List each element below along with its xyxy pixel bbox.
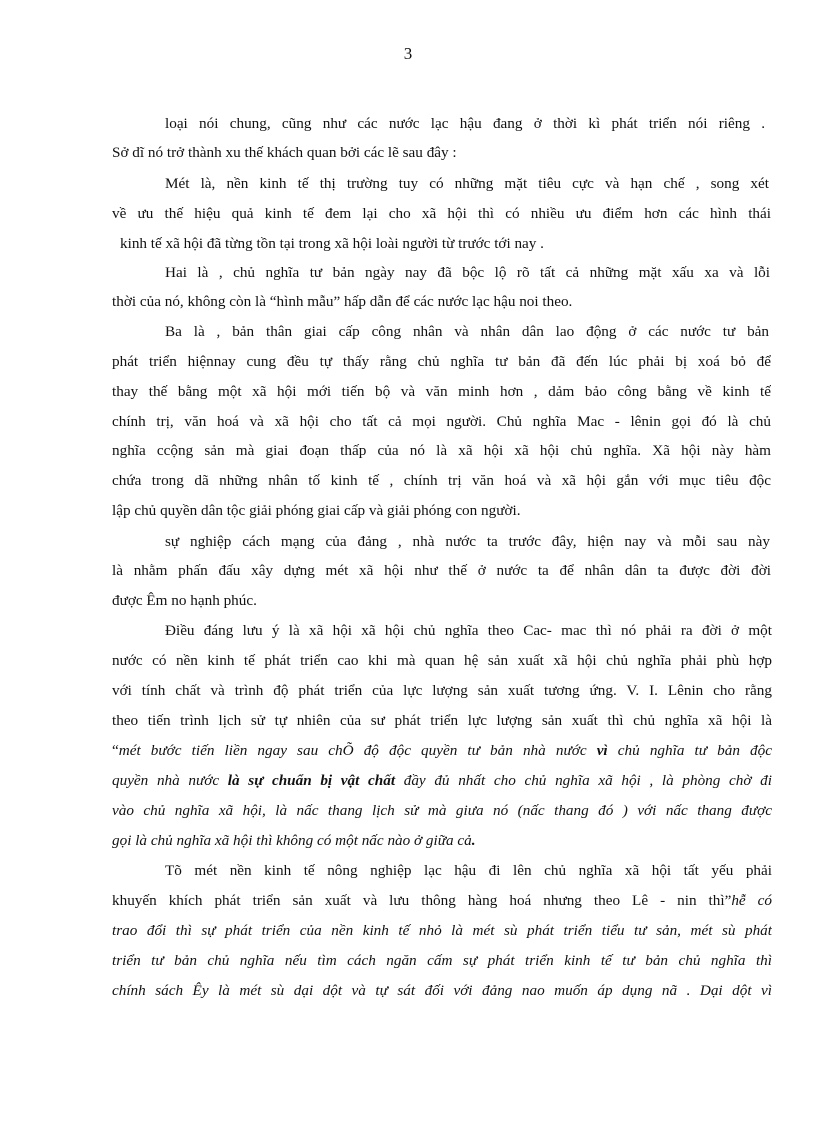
text-line: với tính chất và trình độ phát triển của lực lượng sản xuất tương ứng. V. I. Lênin cho rằng [112,682,772,699]
quote-line: vào chủ nghĩa xã hội, là nấc thang lịch sử mà giưa nó (nấc thang đó ) với nấc thang được [112,802,772,819]
text-line: Mét là, nền kinh tế thị trường tuy có những mặt tiêu cực và hạn chế , song xét [165,175,769,192]
quote-line: triển tư bản chủ nghĩa nếu tìm cách ngăn cấm sự phát triển kinh tế tư bản chủ nghĩa thì [112,952,772,969]
quote-line: chính sách Êy là mét sù dại dột và tự sát đối với đảng nao muốn áp dụng nã . Dại dột vì [112,982,772,999]
quote-line: gọi là chủ nghĩa xã hội thì không có một nấc nào ở giữa cả. [112,832,476,849]
text-line: kinh tế xã hội đã từng tồn tại trong xã hội loài người từ trước tới nay . [120,235,544,252]
text-line: theo tiến trình lịch sử tự nhiên của sư phát triển lực lượng sản xuất thì chủ nghĩa xã hội là [112,712,772,729]
text-line: thời của nó, không còn là “hình mẫu” hấp dẫn để các nước lạc hậu noi theo. [112,293,573,310]
text-line: Sở dĩ nó trở thành xu thế khách quan bởi các lẽ sau đây : [112,144,457,161]
text-line: thay thế bằng một xã hội mới tiến bộ và văn minh hơn , dảm bảo công bằng về kinh tế [112,383,771,400]
text-line: nghĩa ccộng sản mà giai đoạn thấp của nó là xã hội xã hội chủ nghĩa. Xã hội này hàm [112,442,771,459]
quote-line: trao đổi thì sự phát triển của nền kinh tế nhỏ là mét sù phát triển tiểu tư sản, mét sù phát [112,922,772,939]
text-line: khuyến khích phát triển sản xuất và lưu thông hàng hoá nhưng theo Lê - nin thì”hễ có [112,892,772,909]
text-line: về ưu thế hiệu quả kinh tế đem lại cho xã hội thì có nhiều ưu điểm hơn các hình thái [112,205,771,222]
text-line: Hai là , chủ nghĩa tư bản ngày nay đã bộc lộ rõ tất cả những mặt xấu xa và lỗi [165,264,770,281]
quote-line: quyền nhà nước là sự chuẩn bị vật chất đầy đủ nhất cho chủ nghĩa xã hội , là phòng chờ đi [112,772,772,789]
text-line: phát triển hiệnnay cung đều tự thấy rằng chủ nghĩa tư bản đã đến lúc phải bị xoá bỏ để [112,353,771,370]
text-line: là nhằm phấn đấu xây dựng mét xã hội như thế ở nước ta để nhân dân ta được đời đời [112,562,771,579]
text-line: lập chủ quyền dân tộc giải phóng giai cấp và giải phóng con người. [112,502,521,519]
page-number: 3 [403,44,413,63]
text-line: loại nói chung, cũng như các nước lạc hậu đang ở thời kì phát triển nói riêng . [165,115,765,132]
text-line: Ba là , bản thân giai cấp công nhân và nhân dân lao động ở các nước tư bản [165,323,769,340]
text-line: nước có nền kinh tế phát triển cao khi mà quan hệ sản xuất xã hội chủ nghĩa phải phù hợp [112,652,772,669]
quote-line: “mét bước tiến liền ngay sau chÕ độ độc quyền tư bản nhà nước vì chủ nghĩa tư bản độc [112,742,772,759]
text-line: được Êm no hạnh phúc. [112,592,257,609]
text-line: Tõ mét nền kinh tế nông nghiệp lạc hậu đi lên chủ nghĩa xã hội tất yếu phải [165,862,772,879]
text-line: chứa trong dã những nhân tố kinh tế , chính trị văn hoá và xã hội gắn với mục tiêu độc [112,472,771,489]
text-line: sự nghiệp cách mạng của đảng , nhà nước ta trước đây, hiện nay và mỗi sau này [165,533,770,550]
text-line: chính trị, văn hoá và xã hội cho tất cả mọi người. Chủ nghĩa Mac - lênin gọi đó là chủ [112,413,771,430]
text-line: Điều đáng lưu ý là xã hội xã hội chủ nghĩa theo Cac- mac thì nó phải ra đời ở một [165,622,772,639]
